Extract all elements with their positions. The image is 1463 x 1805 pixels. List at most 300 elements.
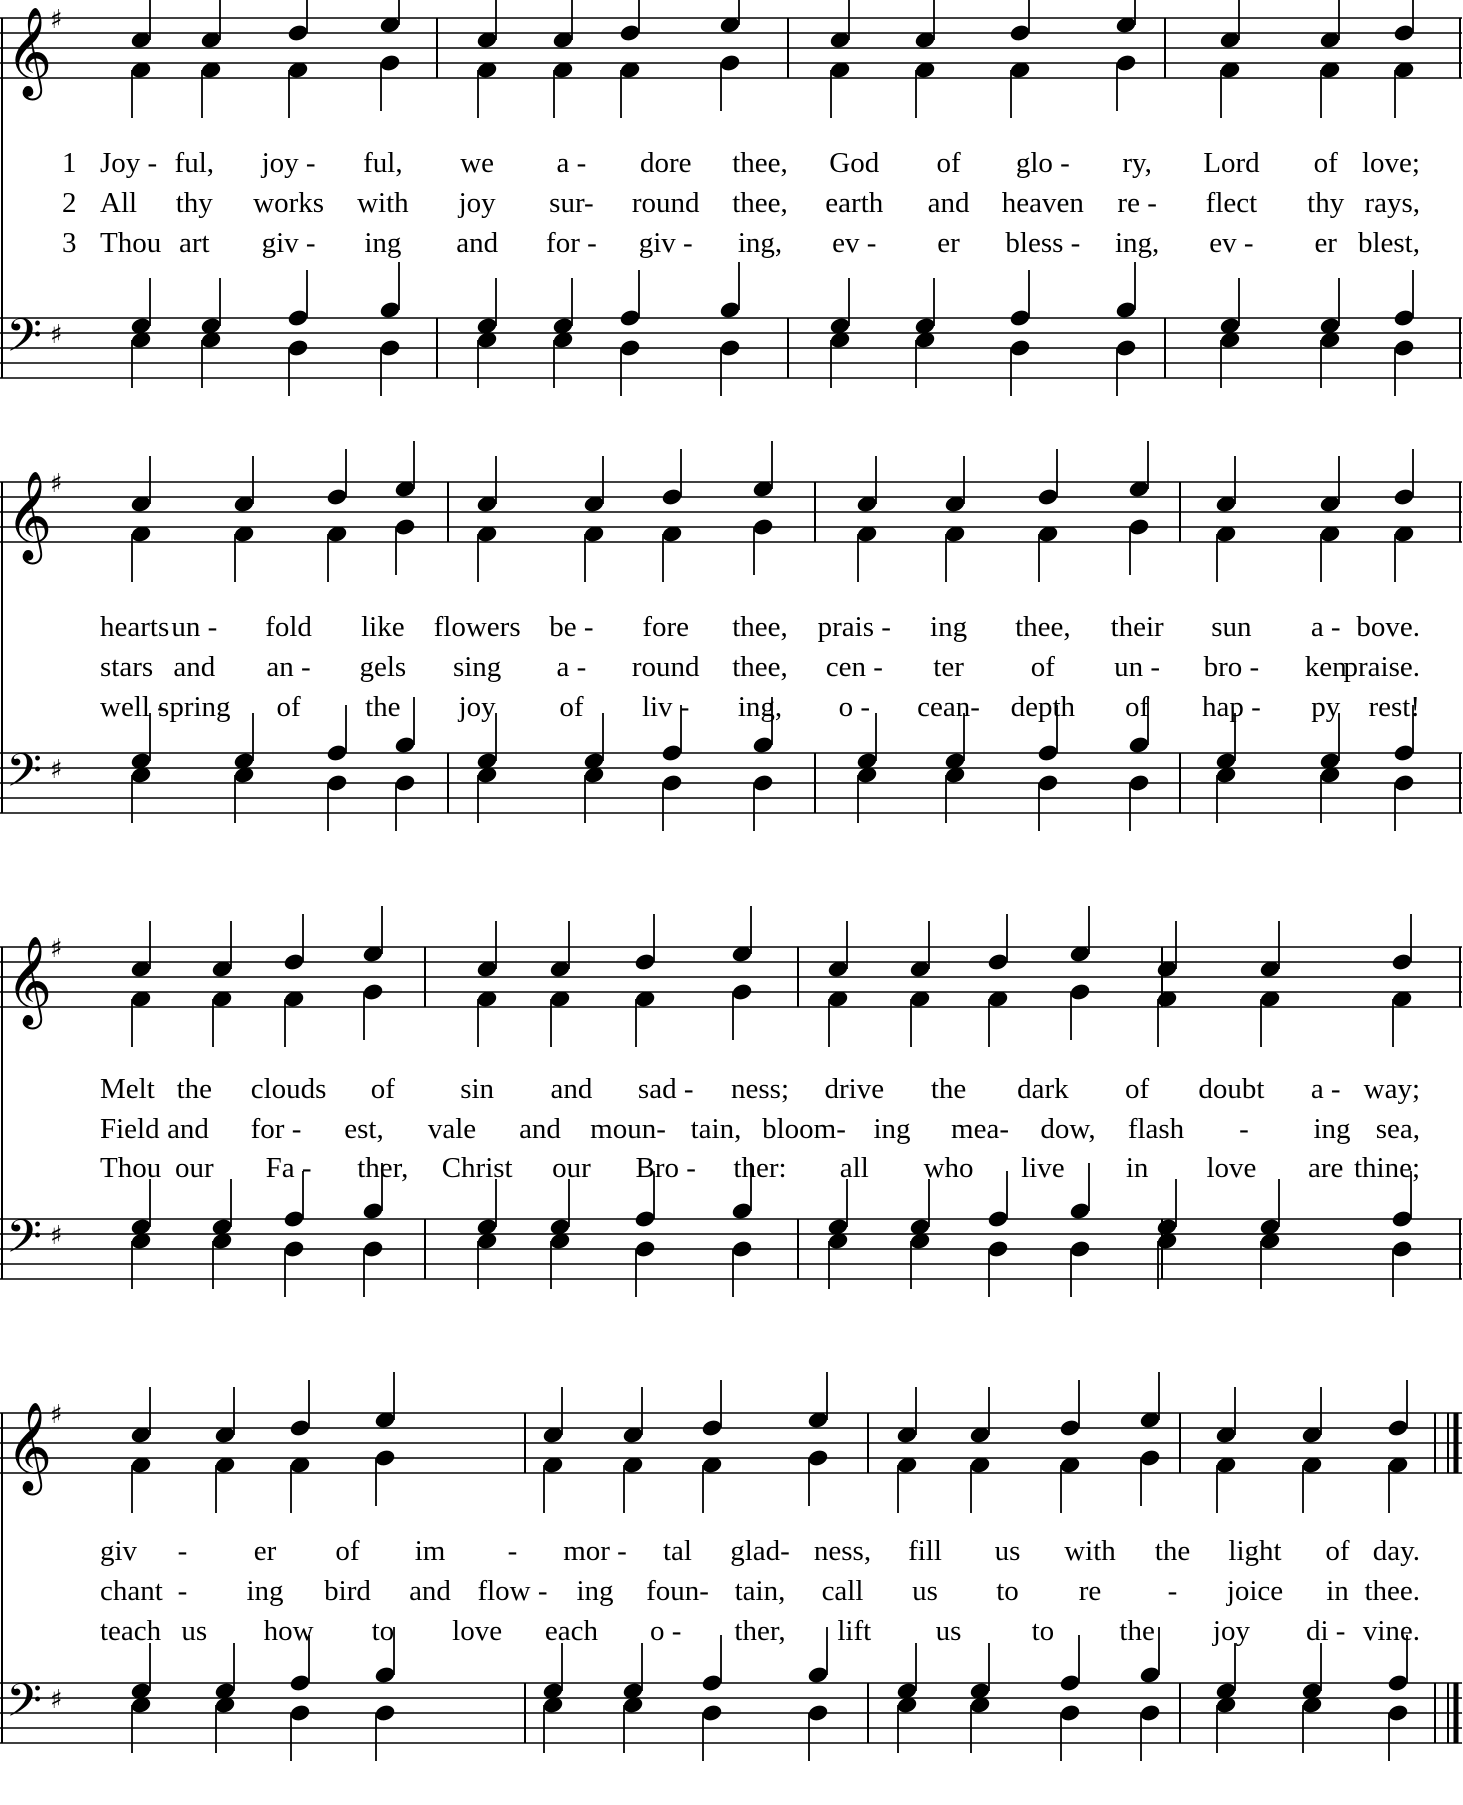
- lyric-syllable: flowers: [433, 611, 521, 643]
- lyric-syllable: giv -: [638, 227, 693, 259]
- lyric-syllable: thee,: [1015, 611, 1071, 643]
- note-head: [1391, 952, 1414, 972]
- note-head: [362, 1201, 385, 1221]
- lyric-syllable: re -: [1117, 187, 1157, 219]
- lyric-syllable: thee,: [732, 611, 788, 643]
- lyric-syllable: dark: [1017, 1073, 1069, 1105]
- verse-number: 2: [62, 187, 77, 219]
- note-head: [1128, 517, 1151, 537]
- note-head: [374, 1703, 397, 1723]
- bass-clef-icon: 𝄢: [6, 309, 43, 374]
- lyric-syllable: of: [335, 1535, 360, 1567]
- note-head: [731, 1239, 754, 1259]
- lyric-syllable: foun-: [646, 1575, 709, 1607]
- lyric-syllable: and: [550, 1073, 593, 1105]
- lyric-syllable: joy -: [261, 147, 316, 179]
- lyric-syllable: ther:: [733, 1152, 787, 1184]
- lyric-syllable: joy: [458, 187, 496, 219]
- note-head: [619, 308, 642, 328]
- lyric-syllable: for -: [250, 1113, 302, 1145]
- lyric-syllable: love: [452, 1615, 503, 1647]
- treble-clef-icon: 𝄞: [6, 1402, 53, 1492]
- lyric-syllable: fore: [642, 611, 690, 643]
- verse-2-line: [100, 651, 1420, 683]
- lyric-syllable: lift: [837, 1615, 872, 1647]
- sharp-icon: ♯: [50, 1400, 63, 1430]
- lyric-syllable: and: [409, 1575, 451, 1607]
- note-head: [374, 1665, 397, 1685]
- lyric-syllable: -: [177, 1575, 188, 1607]
- lyric-syllable: tain,: [690, 1113, 742, 1145]
- lyric-syllable: ing,: [737, 691, 783, 723]
- lyric-syllable: ful,: [363, 147, 403, 179]
- note-head: [719, 300, 742, 320]
- note-head: [287, 338, 310, 358]
- note-head: [326, 487, 349, 507]
- lyric-syllable: like: [361, 611, 405, 643]
- lyric-syllable: -: [1239, 1113, 1249, 1145]
- note-head: [1393, 743, 1416, 763]
- lyric-syllable: prais -: [817, 611, 891, 643]
- lyric-syllable: us: [935, 1615, 962, 1647]
- lyric-syllable: ry,: [1122, 147, 1152, 179]
- lyric-syllable: Christ: [441, 1152, 513, 1184]
- lyric-syllable: earth: [825, 187, 884, 219]
- note-head: [289, 1703, 312, 1723]
- lyric-syllable: be -: [549, 611, 594, 643]
- lyric-syllable: of: [1325, 1535, 1350, 1567]
- lyric-syllable: of: [559, 691, 584, 723]
- note-head: [634, 1239, 657, 1259]
- note-head: [1009, 338, 1032, 358]
- lyric-syllable: ing,: [1114, 227, 1160, 259]
- lyric-syllable: ful,: [174, 147, 215, 179]
- lyric-syllable: a -: [1310, 611, 1341, 643]
- lyric-syllable: joy: [1212, 1615, 1250, 1647]
- note-head: [362, 1239, 385, 1259]
- lyric-syllable: ther,: [357, 1152, 409, 1184]
- note-head: [1037, 773, 1060, 793]
- lyric-syllable: im: [414, 1535, 446, 1567]
- bass-staff: [0, 744, 1462, 813]
- lyric-syllable: bro -: [1203, 651, 1260, 683]
- lyric-syllable: un -: [171, 611, 218, 643]
- lyric-syllable: bless -: [1005, 227, 1081, 259]
- treble-clef-icon: 𝄞: [6, 471, 53, 561]
- note-head: [326, 743, 349, 763]
- note-head: [1059, 1418, 1082, 1438]
- lyric-syllable: Bro -: [635, 1152, 696, 1184]
- lyric-syllable: tain,: [734, 1575, 786, 1607]
- note-head: [701, 1673, 724, 1693]
- lyric-syllable: tal: [663, 1535, 692, 1567]
- note-head: [1139, 1703, 1162, 1723]
- lyric-syllable: mea-: [951, 1113, 1009, 1145]
- lyric-syllable: flash: [1127, 1113, 1185, 1145]
- note-head: [1393, 23, 1416, 43]
- note-head: [661, 743, 684, 763]
- lyric-syllable: and: [456, 227, 499, 259]
- bass-clef-icon: 𝄢: [6, 1674, 43, 1739]
- note-head: [394, 517, 417, 537]
- lyric-syllable: blest,: [1357, 227, 1420, 259]
- lyric-syllable: o -: [650, 1615, 682, 1647]
- lyric-syllable: ing: [576, 1575, 614, 1607]
- note-head: [379, 338, 402, 358]
- lyric-syllable: to: [996, 1575, 1019, 1607]
- lyric-syllable: us: [912, 1575, 938, 1607]
- lyric-syllable: all: [839, 1152, 869, 1184]
- lyric-syllable: we: [460, 147, 495, 179]
- note-head: [987, 952, 1010, 972]
- lyric-syllable: joy: [458, 691, 496, 723]
- note-head: [287, 308, 310, 328]
- verse-1-line: [100, 1073, 1420, 1105]
- note-head: [283, 1209, 306, 1229]
- lyric-syllable: with: [1064, 1535, 1116, 1567]
- lyric-syllable: the: [365, 691, 401, 723]
- lyrics: [62, 147, 1420, 1647]
- treble-clef-icon: 𝄞: [6, 936, 53, 1026]
- lyric-syllable: Lord: [1203, 147, 1260, 179]
- note-head: [374, 1448, 397, 1468]
- verse-1-line: [62, 147, 1420, 179]
- lyric-syllable: -: [1167, 1575, 1178, 1607]
- note-head: [283, 1239, 306, 1259]
- lyric-syllable: er: [253, 1535, 277, 1567]
- note-head: [326, 773, 349, 793]
- note-head: [1037, 743, 1060, 763]
- sharp-icon: ♯: [50, 1221, 63, 1251]
- note-head: [1393, 338, 1416, 358]
- lyric-syllable: glo -: [1015, 147, 1070, 179]
- lyric-syllable: dow,: [1040, 1113, 1096, 1145]
- lyric-syllable: -: [177, 1535, 188, 1567]
- lyric-syllable: moun-: [590, 1113, 666, 1145]
- note-head: [1128, 735, 1151, 755]
- lyric-syllable: each: [544, 1615, 598, 1647]
- lyric-syllable: a -: [556, 651, 587, 683]
- note-head: [1009, 308, 1032, 328]
- lyric-syllable: di -: [1305, 1615, 1346, 1647]
- lyric-syllable: mor -: [563, 1535, 627, 1567]
- lyric-syllable: vine.: [1362, 1615, 1420, 1647]
- lyric-syllable: joice: [1226, 1575, 1284, 1607]
- note-head: [661, 773, 684, 793]
- lyric-syllable: heaven: [1001, 187, 1084, 219]
- lyric-syllable: art: [178, 227, 210, 259]
- note-head: [1069, 1201, 1092, 1221]
- treble-staff: [0, 1400, 1462, 1496]
- sharp-icon: ♯: [50, 755, 63, 785]
- note-head: [1393, 773, 1416, 793]
- lyric-syllable: and: [173, 651, 216, 683]
- lyric-syllable: thee,: [732, 147, 788, 179]
- note-head: [1393, 487, 1416, 507]
- lyric-syllable: flect: [1205, 187, 1258, 219]
- lyric-syllable: of: [1030, 651, 1055, 683]
- note-head: [379, 53, 402, 73]
- lyric-syllable: ing: [873, 1113, 911, 1145]
- bass-clef-icon: 𝄢: [6, 1210, 43, 1275]
- note-head: [1059, 1703, 1082, 1723]
- note-head: [283, 952, 306, 972]
- lyric-syllable: teach: [100, 1615, 162, 1647]
- lyric-syllable: rays,: [1364, 187, 1420, 219]
- sharp-icon: ♯: [50, 320, 63, 350]
- note-head: [1387, 1703, 1410, 1723]
- verse-3-line: [62, 227, 1420, 259]
- lyric-syllable: ev -: [1209, 227, 1254, 259]
- verse-number: 3: [62, 227, 77, 259]
- note-head: [1037, 487, 1060, 507]
- lyric-syllable: ness;: [731, 1073, 789, 1105]
- lyric-syllable: well -: [100, 691, 167, 723]
- sharp-icon: ♯: [50, 934, 63, 964]
- lyric-syllable: All: [100, 187, 138, 219]
- note-head: [1059, 1673, 1082, 1693]
- note-head: [379, 300, 402, 320]
- lyric-syllable: ing,: [737, 227, 783, 259]
- lyric-syllable: our: [174, 1152, 214, 1184]
- note-head: [731, 1201, 754, 1221]
- lyric-syllable: ing: [930, 611, 968, 643]
- lyric-syllable: hearts: [100, 611, 170, 643]
- note-head: [1128, 773, 1151, 793]
- note-head: [807, 1703, 830, 1723]
- lyric-syllable: way;: [1363, 1073, 1420, 1105]
- lyric-syllable: day.: [1372, 1535, 1420, 1567]
- note-head: [1115, 300, 1138, 320]
- lyric-syllable: a -: [1310, 1073, 1341, 1105]
- lyric-syllable: light: [1228, 1535, 1282, 1567]
- lyric-syllable: er: [937, 227, 960, 259]
- lyric-syllable: er: [1314, 227, 1337, 259]
- lyric-syllable: stars: [100, 651, 154, 683]
- note-head: [752, 517, 775, 537]
- lyric-syllable: sing: [452, 651, 502, 683]
- lyric-syllable: cen -: [825, 651, 883, 683]
- lyric-syllable: thee.: [1364, 1575, 1420, 1607]
- lyric-syllable: thee,: [732, 651, 788, 683]
- lyric-syllable: a -: [556, 147, 587, 179]
- lyric-syllable: chant: [100, 1575, 163, 1607]
- lyric-syllable: re: [1078, 1575, 1102, 1607]
- lyric-syllable: their: [1110, 611, 1164, 643]
- lyric-syllable: to: [1031, 1615, 1055, 1647]
- lyric-syllable: sad -: [637, 1073, 694, 1105]
- note-head: [752, 735, 775, 755]
- lyric-syllable: of: [1313, 147, 1338, 179]
- lyric-syllable: ken: [1304, 651, 1347, 683]
- verse-2-line: [100, 1113, 1420, 1145]
- note-head: [289, 1418, 312, 1438]
- note-head: [634, 1209, 657, 1229]
- verse-1-line: [100, 611, 1420, 643]
- note-head: [287, 23, 310, 43]
- lyric-syllable: ter: [933, 651, 964, 683]
- lyric-syllable: to: [371, 1615, 395, 1647]
- lyric-syllable: liv -: [641, 691, 690, 723]
- note-head: [719, 338, 742, 358]
- lyric-syllable: the: [176, 1073, 213, 1105]
- lyric-syllable: the: [1119, 1615, 1155, 1647]
- lyric-syllable: rest!: [1368, 691, 1420, 723]
- lyric-syllable: sun: [1211, 611, 1252, 643]
- note-head: [634, 952, 657, 972]
- note-head: [731, 982, 754, 1002]
- note-head: [1115, 53, 1138, 73]
- lyric-syllable: doubt: [1198, 1073, 1265, 1105]
- lyric-syllable: -: [507, 1535, 518, 1567]
- lyric-syllable: spring: [158, 691, 231, 723]
- lyric-syllable: thine;: [1353, 1152, 1420, 1184]
- treble-staff: [0, 469, 1462, 565]
- lyric-syllable: us: [994, 1535, 1021, 1567]
- note-head: [394, 773, 417, 793]
- lyric-syllable: who: [923, 1152, 974, 1184]
- note-head: [1139, 1665, 1162, 1685]
- lyric-syllable: glad-: [730, 1535, 790, 1567]
- lyric-syllable: vale: [427, 1113, 477, 1145]
- note-head: [807, 1448, 830, 1468]
- lyric-syllable: the: [1154, 1535, 1191, 1567]
- note-head: [362, 982, 385, 1002]
- note-head: [987, 1239, 1010, 1259]
- lyric-syllable: live: [1021, 1152, 1065, 1184]
- lyric-syllable: hap -: [1202, 691, 1261, 723]
- note-head: [1115, 338, 1138, 358]
- note-head: [1009, 23, 1032, 43]
- note-head: [289, 1673, 312, 1693]
- lyric-syllable: clouds: [250, 1073, 327, 1105]
- verse-2-line: [62, 187, 1420, 219]
- staff-lines: [0, 5, 1462, 1743]
- lyric-syllable: are: [1308, 1152, 1344, 1184]
- lyric-syllable: fold: [265, 611, 312, 643]
- lyric-syllable: round: [631, 651, 700, 683]
- verse-3-line: [100, 1615, 1420, 1647]
- lyric-syllable: how: [263, 1615, 314, 1647]
- lyric-syllable: Melt: [100, 1073, 155, 1105]
- verse-3-line: [100, 1152, 1420, 1184]
- verse-1-line: [100, 1535, 1420, 1567]
- note-head: [701, 1418, 724, 1438]
- note-head: [394, 735, 417, 755]
- notes: [130, 0, 1416, 1761]
- verse-number: 1: [62, 147, 77, 179]
- note-head: [1387, 1673, 1410, 1693]
- note-head: [1391, 1209, 1414, 1229]
- lyric-syllable: sin: [460, 1073, 495, 1105]
- lyric-syllable: our: [552, 1152, 591, 1184]
- lyric-syllable: works: [253, 187, 325, 219]
- lyric-syllable: un -: [1114, 651, 1161, 683]
- lyric-syllable: ing: [1313, 1113, 1351, 1145]
- lyric-syllable: giv -: [261, 227, 316, 259]
- lyric-syllable: ev -: [832, 227, 877, 259]
- lyric-syllable: ness,: [813, 1535, 872, 1567]
- lyric-syllable: in: [1326, 1575, 1349, 1607]
- lyric-syllable: sur-: [549, 187, 594, 219]
- note-head: [619, 23, 642, 43]
- sharp-icon: ♯: [50, 5, 63, 35]
- note-head: [701, 1703, 724, 1723]
- note-head: [1139, 1448, 1162, 1468]
- note-head: [719, 53, 742, 73]
- lyric-syllable: thee,: [732, 187, 788, 219]
- note-head: [1391, 1239, 1414, 1259]
- note-head: [619, 338, 642, 358]
- lyric-syllable: of: [936, 147, 961, 179]
- bass-clef-icon: 𝄢: [6, 744, 43, 809]
- lyric-syllable: o -: [838, 691, 870, 723]
- lyric-syllable: the: [930, 1073, 967, 1105]
- lyric-syllable: flow -: [477, 1575, 548, 1607]
- note-head: [1069, 982, 1092, 1002]
- note-head: [807, 1665, 830, 1685]
- verse-3-line: [100, 691, 1420, 723]
- lyric-syllable: py: [1311, 691, 1341, 723]
- lyric-syllable: bove.: [1356, 611, 1420, 643]
- lyric-syllable: depth: [1010, 691, 1076, 723]
- treble-clef-icon: 𝄞: [6, 7, 53, 97]
- lyric-syllable: and: [927, 187, 970, 219]
- note-head: [661, 487, 684, 507]
- lyric-syllable: for -: [546, 227, 597, 259]
- lyric-syllable: call: [821, 1575, 864, 1607]
- lyric-syllable: in: [1125, 1152, 1149, 1184]
- sharp-icon: ♯: [50, 469, 63, 499]
- lyric-syllable: ing: [364, 227, 402, 259]
- note-head: [1393, 308, 1416, 328]
- lyric-syllable: sea,: [1375, 1113, 1420, 1145]
- lyric-syllable: of: [1125, 1073, 1150, 1105]
- lyric-syllable: ther,: [734, 1615, 786, 1647]
- lyric-syllable: and: [167, 1113, 209, 1145]
- lyric-syllable: with: [357, 187, 409, 219]
- lyric-syllable: round: [631, 187, 700, 219]
- lyric-syllable: thy: [1307, 187, 1345, 219]
- lyric-syllable: est,: [344, 1113, 384, 1145]
- note-head: [1387, 1418, 1410, 1438]
- lyric-syllable: of: [1125, 691, 1150, 723]
- note-head: [1069, 1239, 1092, 1259]
- lyric-syllable: Thou: [100, 227, 162, 259]
- lyric-syllable: Fa -: [265, 1152, 312, 1184]
- lyric-syllable: praise.: [1343, 651, 1420, 683]
- lyric-syllable: gels: [359, 651, 407, 683]
- lyric-syllable: thy: [175, 187, 213, 219]
- lyric-syllable: fill: [908, 1535, 942, 1567]
- lyric-syllable: Thou: [100, 1152, 162, 1184]
- note-head: [987, 1209, 1010, 1229]
- lyric-syllable: cean-: [917, 691, 980, 723]
- verse-2-line: [100, 1575, 1420, 1607]
- lyric-syllable: bird: [324, 1575, 371, 1607]
- lyric-syllable: an -: [266, 651, 311, 683]
- lyric-syllable: love;: [1362, 147, 1420, 179]
- lyric-syllable: drive: [824, 1073, 885, 1105]
- lyric-syllable: bloom-: [762, 1113, 846, 1145]
- lyric-syllable: of: [276, 691, 301, 723]
- lyric-syllable: Joy -: [100, 147, 158, 179]
- lyric-syllable: love: [1206, 1152, 1257, 1184]
- lyric-syllable: giv: [100, 1535, 138, 1567]
- note-head: [752, 773, 775, 793]
- sharp-icon: ♯: [50, 1685, 63, 1715]
- lyric-syllable: God: [829, 147, 880, 179]
